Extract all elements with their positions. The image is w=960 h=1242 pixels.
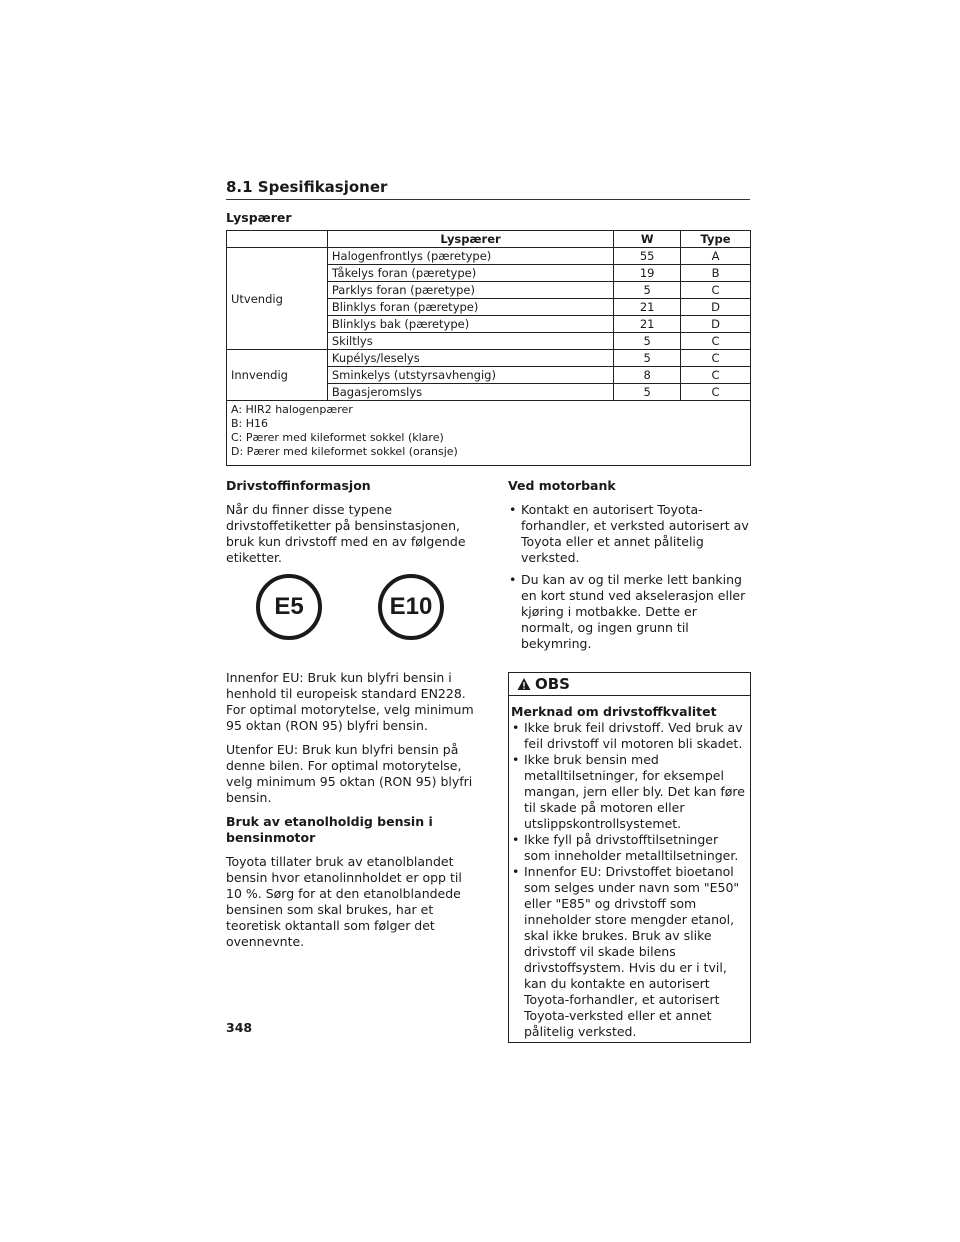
fuel-intro: Når du finner disse typene drivstoffetiketter på bensinstasjonen, bruk kun drivstoff med en av følgende etiketter. xyxy=(226,502,466,565)
bulb-name: Skiltlys xyxy=(327,333,613,350)
section-title: 8.1 Spesifikasjoner xyxy=(226,178,750,200)
table-row xyxy=(227,350,751,367)
bulb-watt: 5 xyxy=(614,333,681,350)
fuel-heading: Drivstoffinformasjon xyxy=(226,478,371,493)
bulb-watt: 8 xyxy=(614,367,681,384)
table-note: D: Pærer med kileformet sokkel (oransje) xyxy=(231,445,458,458)
bulb-watt: 5 xyxy=(614,384,681,401)
bulb-type: C xyxy=(681,350,751,367)
list-item: • Ikke fyll på drivstofftilsetninger som inneholder metalltilsetninger. xyxy=(511,832,748,864)
bulb-type: D xyxy=(681,299,751,316)
column-header-bulb: Lyspærer xyxy=(327,231,613,248)
group-label-interior: Innvendig xyxy=(227,350,328,401)
list-item: • Ikke bruk bensin med metalltilsetninger, for eksempel mangan, jern eller bly. Det kan føre til skade på motoren eller utslippskontrollsystemet. xyxy=(511,752,748,832)
group-label-exterior: Utvendig xyxy=(227,248,328,350)
bulb-type: B xyxy=(681,265,751,282)
column-header-type: Type xyxy=(681,231,751,248)
bulb-name: Blinklys bak (pæretype) xyxy=(327,316,613,333)
fuel-labels xyxy=(226,574,474,654)
warning-icon xyxy=(517,677,531,691)
fuel-label-e10-icon: E10 xyxy=(378,574,444,640)
eu-fuel-text: Innenfor EU: Bruk kun blyfri bensin i henhold til europeisk standard EN228. For optimal motorytelse, velg minimum 95 oktan (RON 95) blyfri bensin. xyxy=(226,670,474,733)
list-item: • Du kan av og til merke lett banking en kort stund ved akselerasjon eller kjøring i motbakke. Dette er normalt, og ingen grunn til bekymring. xyxy=(508,572,751,652)
table-notes-row xyxy=(227,401,751,466)
bulb-name: Kupélys/leselys xyxy=(327,350,613,367)
list-item: • Kontakt en autorisert Toyota-forhandler, et verksted autorisert av Toyota eller et annet pålitelig verksted. xyxy=(508,502,751,566)
notice-body xyxy=(509,696,750,1042)
bulb-watt: 21 xyxy=(614,316,681,333)
notice-header xyxy=(509,673,750,696)
bulb-name: Bagasjeromslys xyxy=(327,384,613,401)
bulb-name: Blinklys foran (pæretype) xyxy=(327,299,613,316)
bulb-type: C xyxy=(681,384,751,401)
left-column xyxy=(226,478,474,958)
non-eu-fuel-text: Utenfor EU: Bruk kun blyfri bensin på denne bilen. For optimal motorytelse, velg minimum 95 oktan (RON 95) blyfri bensin. xyxy=(226,742,473,805)
table-note: C: Pærer med kileformet sokkel (klare) xyxy=(231,431,444,444)
bulb-name: Halogenfrontlys (pæretype) xyxy=(327,248,613,265)
table-note: B: H16 xyxy=(231,417,269,430)
notice-title: Merknad om drivstoffkvalitet xyxy=(511,704,717,719)
notice-label: OBS xyxy=(535,675,570,693)
notice-box xyxy=(508,672,751,1043)
knock-list xyxy=(508,502,751,652)
bulb-type: A xyxy=(681,248,751,265)
column-header xyxy=(227,231,328,248)
bulb-type: C xyxy=(681,333,751,350)
table-notes xyxy=(227,401,751,466)
ethanol-text: Toyota tillater bruk av etanolblandet bensin hvor etanolinnholdet er opp til 10 %. Sørg for at den etanolblandede bensinen som skal brukes, har et teoretisk oktantall som følger det ovennevnte. xyxy=(226,854,462,949)
list-item: • Ikke bruk feil drivstoff. Ved bruk av feil drivstoff vil motoren bli skadet. xyxy=(511,720,748,752)
bulb-name: Tåkelys foran (pæretype) xyxy=(327,265,613,282)
table-row xyxy=(227,248,751,265)
bulb-name: Parklys foran (pæretype) xyxy=(327,282,613,299)
table-header-row xyxy=(227,231,751,248)
bulb-type: C xyxy=(681,367,751,384)
knock-heading: Ved motorbank xyxy=(508,478,616,493)
bulb-watt: 5 xyxy=(614,350,681,367)
column-header-w: W xyxy=(614,231,681,248)
page-number: 348 xyxy=(226,1020,253,1035)
bulb-type: C xyxy=(681,282,751,299)
bulb-watt: 21 xyxy=(614,299,681,316)
bulb-watt: 55 xyxy=(614,248,681,265)
ethanol-heading: Bruk av etanolholdig bensin i bensinmotor xyxy=(226,814,433,845)
fuel-label-e5-icon: E5 xyxy=(256,574,322,640)
list-item: • Innenfor EU: Drivstoffet bioetanol som selges under navn som "E50" eller "E85" og drivstoff som inneholder store mengder etanol, skal ikke brukes. Bruk av slike drivstoff vil skade bilens drivstoffsystem. Hvis du er i tvil, kan du kontakte en autorisert Toyota-forhandler, et autorisert Toyota-verksted eller et annet pålitelig verksted. xyxy=(511,864,748,1040)
bulbs-table xyxy=(226,230,751,466)
table-note: A: HIR2 halogenpærer xyxy=(231,403,353,416)
table-caption: Lyspærer xyxy=(226,210,292,225)
bulb-watt: 19 xyxy=(614,265,681,282)
bulb-name: Sminkelys (utstyrsavhengig) xyxy=(327,367,613,384)
bulb-watt: 5 xyxy=(614,282,681,299)
right-column xyxy=(508,478,751,1043)
bulb-type: D xyxy=(681,316,751,333)
notice-list xyxy=(511,720,748,1040)
